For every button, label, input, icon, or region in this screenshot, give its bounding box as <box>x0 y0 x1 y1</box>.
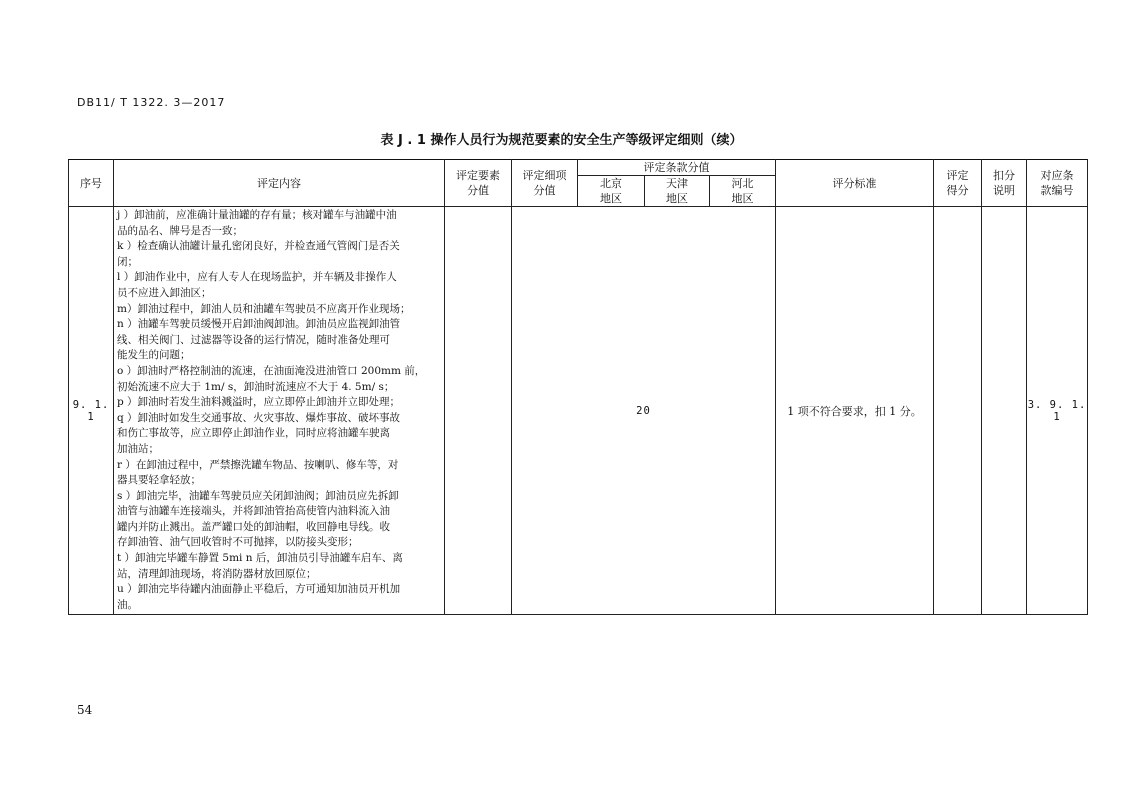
header-tianjin: 天津 地区 <box>645 176 710 207</box>
content-line: o ）卸油时严格控制油的流速，在油面淹没进油管口 200mm 前， <box>117 364 426 377</box>
content-line: k ）检查确认油罐计量孔密闭良好，并检查通气管阀门是否关 <box>117 240 400 253</box>
cell-detail-score: 20 <box>512 207 776 615</box>
header-seq: 序号 <box>69 160 114 207</box>
content-line: 站，清理卸油现场，将消防器材放回原位； <box>117 567 317 580</box>
content-line: 员不应进入卸油区； <box>117 286 212 299</box>
content-line: n ）油罐车驾驶员缓慢开启卸油阀卸油。卸油员应监视卸油管 <box>117 318 401 331</box>
header-clause-no: 对应条 款编号 <box>1027 160 1088 207</box>
content-line: 油。 <box>117 598 138 611</box>
content-line: 线、相关阀门、过滤器等设备的运行情况，随时准备处理可 <box>117 333 390 346</box>
cell-element-score <box>445 207 512 615</box>
header-element-score: 评定要素 分值 <box>445 160 512 207</box>
content-line: j ）卸油前，应准确计量油罐的存有量；核对罐车与油罐中油 <box>117 209 397 221</box>
content-line: s ）卸油完毕，油罐车驾驶员应关闭卸油阀；卸油员应先拆卸 <box>117 489 399 502</box>
content-line: 存卸油管、油气回收管时不可抛摔，以防接头变形； <box>117 536 359 549</box>
cell-seq: 9. 1. 1 <box>69 207 114 615</box>
header-hebei: 河北 地区 <box>710 176 776 207</box>
content-line: 品的品名、牌号是否一致； <box>117 224 243 237</box>
cell-deduction <box>982 207 1027 615</box>
content-line: 和伤亡事故等，应立即停止卸油作业，同时应将油罐车驶离 <box>117 427 390 440</box>
table-row <box>69 207 1088 615</box>
header-deduction: 扣分 说明 <box>982 160 1027 207</box>
cell-clause-no: 3. 9. 1. 1 <box>1027 207 1088 615</box>
content-line: q ）卸油时如发生交通事故、火灾事故、爆炸事故、破坏事故 <box>117 411 401 424</box>
content-line: 加油站； <box>117 442 159 455</box>
content-line: 闭； <box>117 255 138 268</box>
cell-content <box>114 207 445 615</box>
header-score: 评定 得分 <box>934 160 982 207</box>
content-line: p ）卸油时若发生油料溅溢时，应立即停止卸油并立即处理； <box>117 396 401 409</box>
cell-score <box>934 207 982 615</box>
header-detail-score: 评定细项 分值 <box>512 160 578 207</box>
page-number: 54 <box>77 703 93 717</box>
header-clause-score: 评定条款分值 <box>578 160 776 176</box>
standard-code: DB11/ T 1322. 3—2017 <box>77 96 226 109</box>
header-standard: 评分标准 <box>776 160 934 207</box>
content-line: m）卸油过程中，卸油人员和油罐车驾驶员不应离开作业现场； <box>117 302 411 315</box>
content-line: 能发生的问题； <box>117 349 191 362</box>
header-beijing: 北京 地区 <box>578 176 645 207</box>
cell-standard: 1 项不符合要求，扣 1 分。 <box>776 207 934 615</box>
table-title: 表 J . 1 操作人员行为规范要素的安全生产等级评定细则（续） <box>380 133 743 148</box>
content-line: 器具要轻拿轻放； <box>117 474 201 487</box>
content-line: u ）卸油完毕待罐内油面静止平稳后，方可通知加油员开机加 <box>117 583 401 596</box>
content-line: 初始流速不应大于 1m/ s，卸油时流速应不大于 4. 5m/ s； <box>117 380 395 393</box>
content-line: 油管与油罐车连接端头，并将卸油管抬高使管内油料流入油 <box>117 505 390 518</box>
content-line: t ）卸油完毕罐车静置 5mi n 后，卸油员引导油罐车启车、离 <box>117 552 403 565</box>
content-line: 罐内并防止溅出。盖严罐口处的卸油帽，收回静电导线。收 <box>117 520 390 533</box>
evaluation-table <box>68 159 1088 615</box>
header-content: 评定内容 <box>114 160 445 207</box>
content-line: l ）卸油作业中，应有人专人在现场监护，并车辆及非操作人 <box>117 271 397 284</box>
content-line: r ）在卸油过程中，严禁擦洗罐车物品、按喇叭、修车等，对 <box>117 458 399 471</box>
